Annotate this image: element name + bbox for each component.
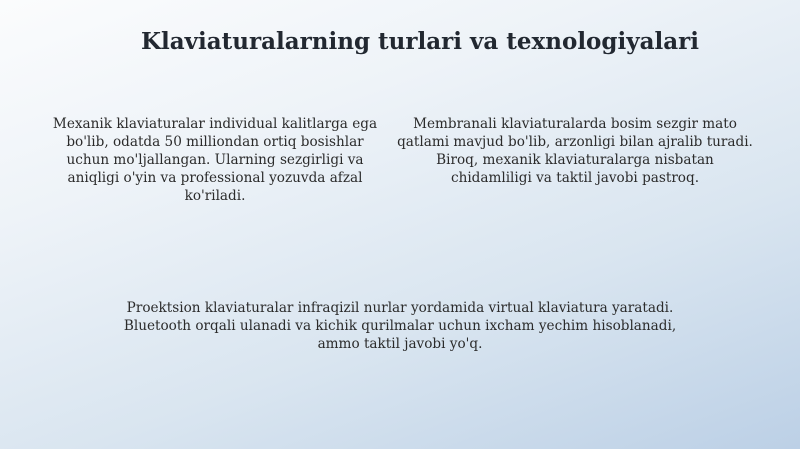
membrane-keyboards-paragraph: Membranali klaviaturalarda bosim sezgir mato qatlami mavjud bo'lib, arzonligi bilan ajralib turadi. Biroq, mexanik klaviaturalarga nisbatan chidamliligi va taktil javobi pastroq. — [397, 116, 753, 186]
mechanical-keyboards-paragraph: Mexanik klaviaturalar individual kalitlarga ega bo'lib, odatda 50 milliondan ortiq bosishlar uchun mo'ljallangan. Ularning sezgirligi va aniqligi o'yin va professional yozuvda afzal ko'riladi. — [52, 116, 378, 204]
slide-title: Klaviaturalarning turlari va texnologiyalari — [141, 28, 699, 55]
projection-keyboards-paragraph: Proektsion klaviaturalar infraqizil nurlar yordamida virtual klaviatura yaratadi. Bluetooth orqali ulanadi va kichik qurilmalar uchun ixcham yechim hisoblanadi, ammo taktil javobi yo'q. — [123, 300, 677, 352]
